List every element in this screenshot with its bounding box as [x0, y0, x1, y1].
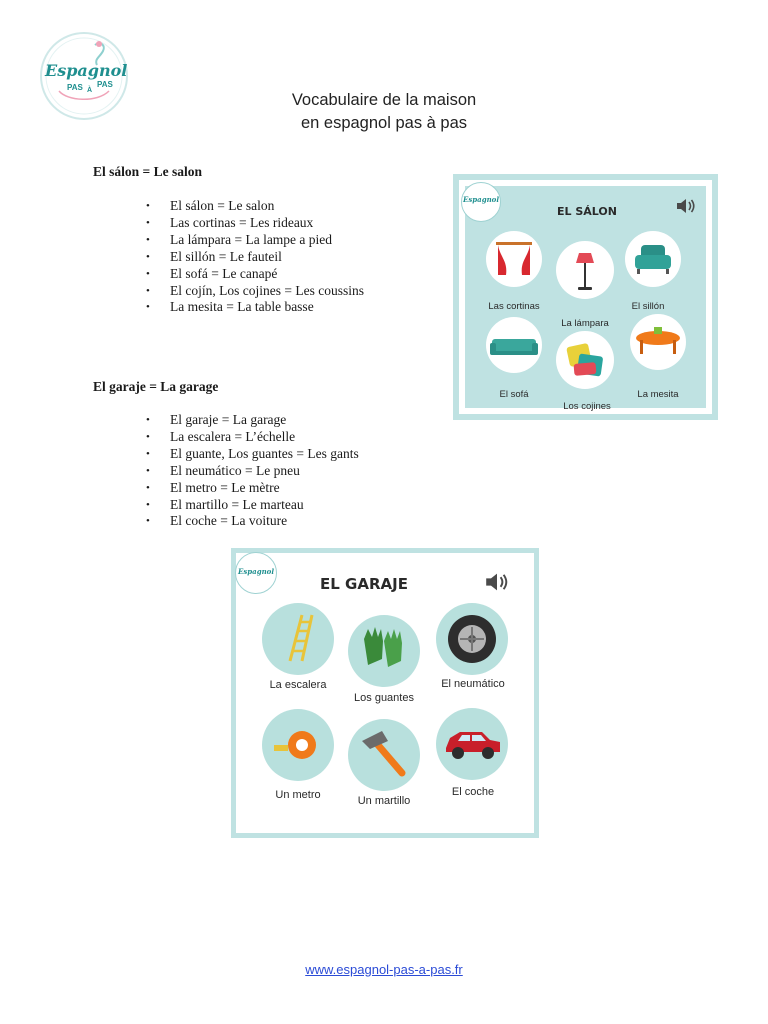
label-la-mesita: La mesita	[637, 389, 679, 400]
footer	[0, 962, 768, 977]
salon-heading: El sálon = Le salon	[93, 164, 202, 179]
card-logo-icon: Espagnol	[461, 182, 501, 222]
logo-sub-1: PAS	[67, 83, 83, 92]
label-un-metro: Un metro	[275, 789, 321, 801]
list-item: • El sálon = Le salon	[146, 198, 364, 215]
list-item: • La lámpara = La lampe a pied	[146, 232, 364, 249]
card-logo-icon: Espagnol	[235, 552, 277, 594]
salon-card	[453, 174, 718, 420]
gloves-icon	[348, 615, 420, 687]
list-item: • Las cortinas = Les rideaux	[146, 215, 364, 232]
cushions-circle	[556, 331, 614, 389]
list-item: • La escalera = L’échelle	[146, 429, 359, 446]
page-title-line-1: Vocabulaire de la maison	[291, 91, 477, 109]
salon-card-title: EL SÁLON	[557, 205, 617, 218]
lamp-circle	[556, 241, 614, 299]
page-title	[0, 89, 768, 135]
logo-sub-2: À	[87, 87, 93, 94]
garaje-vocab-list	[146, 412, 359, 530]
speaker-icon[interactable]	[675, 196, 697, 216]
speaker-icon[interactable]	[483, 570, 511, 594]
list-item: • El garaje = La garage	[146, 412, 359, 429]
ladder-icon	[262, 603, 334, 675]
tape-circle	[262, 709, 334, 781]
salon-vocab-list	[146, 198, 364, 316]
list-item: • El metro = Le mètre	[146, 480, 359, 497]
list-item: • El sofá = Le canapé	[146, 266, 364, 283]
tire-icon	[436, 603, 508, 675]
label-los-guantes: Los guantes	[354, 692, 414, 704]
car-icon	[436, 708, 508, 780]
list-item: • El martillo = Le marteau	[146, 497, 359, 514]
label-la-lampara: La lámpara	[561, 318, 609, 329]
label-el-sofa: El sofá	[499, 389, 529, 400]
website-link[interactable]: www.espagnol-pas-a-pas.fr	[305, 962, 463, 977]
hammer-icon	[348, 719, 420, 791]
garaje-card-title: EL GARAJE	[320, 575, 408, 593]
ladder-circle	[262, 603, 334, 675]
hammer-circle	[348, 719, 420, 791]
list-item: • El sillón = Le fauteil	[146, 249, 364, 266]
list-item: • La mesita = La table basse	[146, 299, 364, 316]
label-los-cojines: Los cojines	[563, 401, 611, 412]
sofa-icon	[486, 317, 542, 373]
page-title-line-2: en espagnol pas à pas	[300, 114, 468, 132]
sofa-circle	[486, 317, 542, 373]
curtains-icon	[486, 231, 542, 287]
tape-measure-icon	[262, 709, 334, 781]
gloves-circle	[348, 615, 420, 687]
car-circle	[436, 708, 508, 780]
list-item: • El neumático = Le pneu	[146, 463, 359, 480]
floor-lamp-icon	[556, 241, 614, 299]
garaje-card	[231, 548, 539, 838]
logo-wordmark: Espagnol	[45, 61, 128, 80]
list-item: • El coche = La voiture	[146, 513, 359, 530]
label-la-escalera: La escalera	[269, 679, 327, 691]
tire-circle	[436, 603, 508, 675]
label-las-cortinas: Las cortinas	[488, 301, 540, 312]
label-el-coche: El coche	[451, 786, 495, 798]
list-item: • El cojín, Los cojines = Les coussins	[146, 283, 364, 300]
coffee-table-icon	[630, 314, 686, 370]
label-el-sillon: El sillón	[631, 301, 665, 312]
list-item: • El guante, Los guantes = Les gants	[146, 446, 359, 463]
table-circle	[630, 314, 686, 370]
cushions-icon	[556, 331, 614, 389]
armchair-icon	[625, 231, 681, 287]
curtains-circle	[486, 231, 542, 287]
garaje-heading: El garaje = La garage	[93, 379, 219, 394]
label-un-martillo: Un martillo	[357, 795, 411, 807]
label-el-neumatico: El neumático	[441, 678, 505, 690]
logo-sub-3: PAS	[97, 80, 113, 89]
armchair-circle	[625, 231, 681, 287]
